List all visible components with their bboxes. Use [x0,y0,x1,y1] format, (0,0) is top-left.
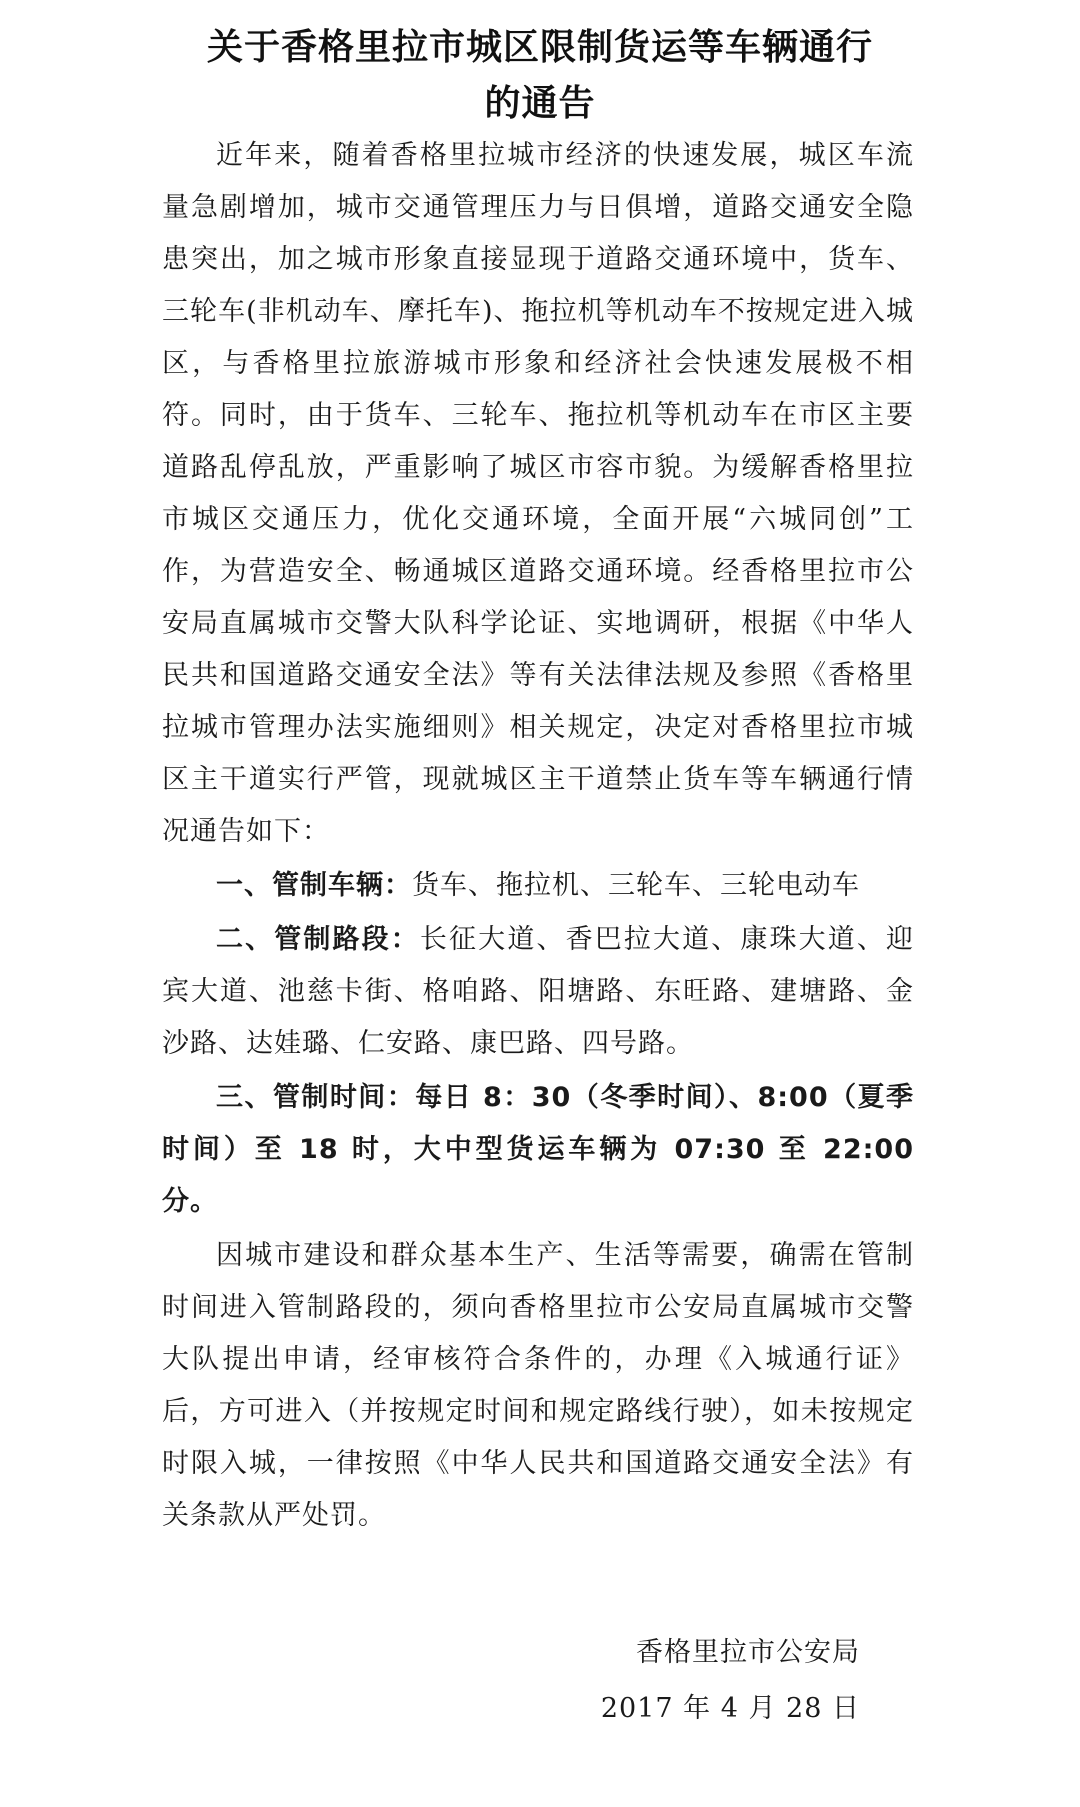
item-label: 二、管制路段： [216,924,420,955]
item-controlled-roads [162,914,914,1070]
page-title [150,20,930,132]
item-label: 三、管制时间： [216,1082,416,1113]
intro-paragraph: 近年来，随着香格里拉城市经济的快速发展，城区车流量急剧增加，城市交通管理压力与日俱增，道路交通安全隐患突出，加之城市形象直接显现于道路交通环境中，货车、三轮车(非机动车、摩托车)、拖拉机等机动车不按规定进入城区，与香格里拉旅游城市形象和经济社会快速发展极不相符。同时，由于货车、三轮车、拖拉机等机动车在市区主要道路乱停乱放，严重影响了城区市容市貌。为缓解香格里拉市城区交通压力，优化交通环境，全面开展“六城同创”工作，为营造安全、畅通城区道路交通环境。经香格里拉市公安局直属城市交警大队科学论证、实地调研，根据《中华人民共和国道路交通安全法》等有关法律法规及参照《香格里拉城市管理办法实施细则》相关规定，决定对香格里拉市城区主干道实行严管，现就城区主干道禁止货车等车辆通行情况通告如下： [162,140,914,847]
item-label: 一、管制车辆： [216,870,412,901]
item-controlled-vehicles [162,860,914,912]
closing-paragraph: 因城市建设和群众基本生产、生活等需要，确需在管制时间进入管制路段的，须向香格里拉市公安局直属城市交警大队提出申请，经审核符合条件的，办理《入城通行证》后，方可进入（并按规定时间和规定路线行驶），如未按规定时限入城，一律按照《中华人民共和国道路交通安全法》有关条款从严处罚。 [162,1240,914,1531]
item-text: 每日 8：30（冬季时间）、8:00（夏季时间）至 18 时，大中型货运车辆为 07:30 至 22:00 分。 [162,1082,915,1217]
title-line-1: 关于香格里拉市城区限制货运等车辆通行 [206,27,873,68]
title-line-2: 的通告 [484,83,596,124]
signature-date: 2017 年 4 月 28 日 [600,1693,860,1724]
signature-organization: 香格里拉市公安局 [636,1637,860,1668]
item-text: 货车、拖拉机、三轮车、三轮电动车 [412,870,860,901]
item-controlled-time [162,1072,914,1228]
notice-body [162,130,914,1544]
signature-block [560,1625,860,1737]
item-text: 长征大道、香巴拉大道、康珠大道、迎宾大道、池慈卡街、格咱路、阳塘路、东旺路、建塘路、金沙路、达娃璐、仁安路、康巴路、四号路。 [162,924,915,1059]
